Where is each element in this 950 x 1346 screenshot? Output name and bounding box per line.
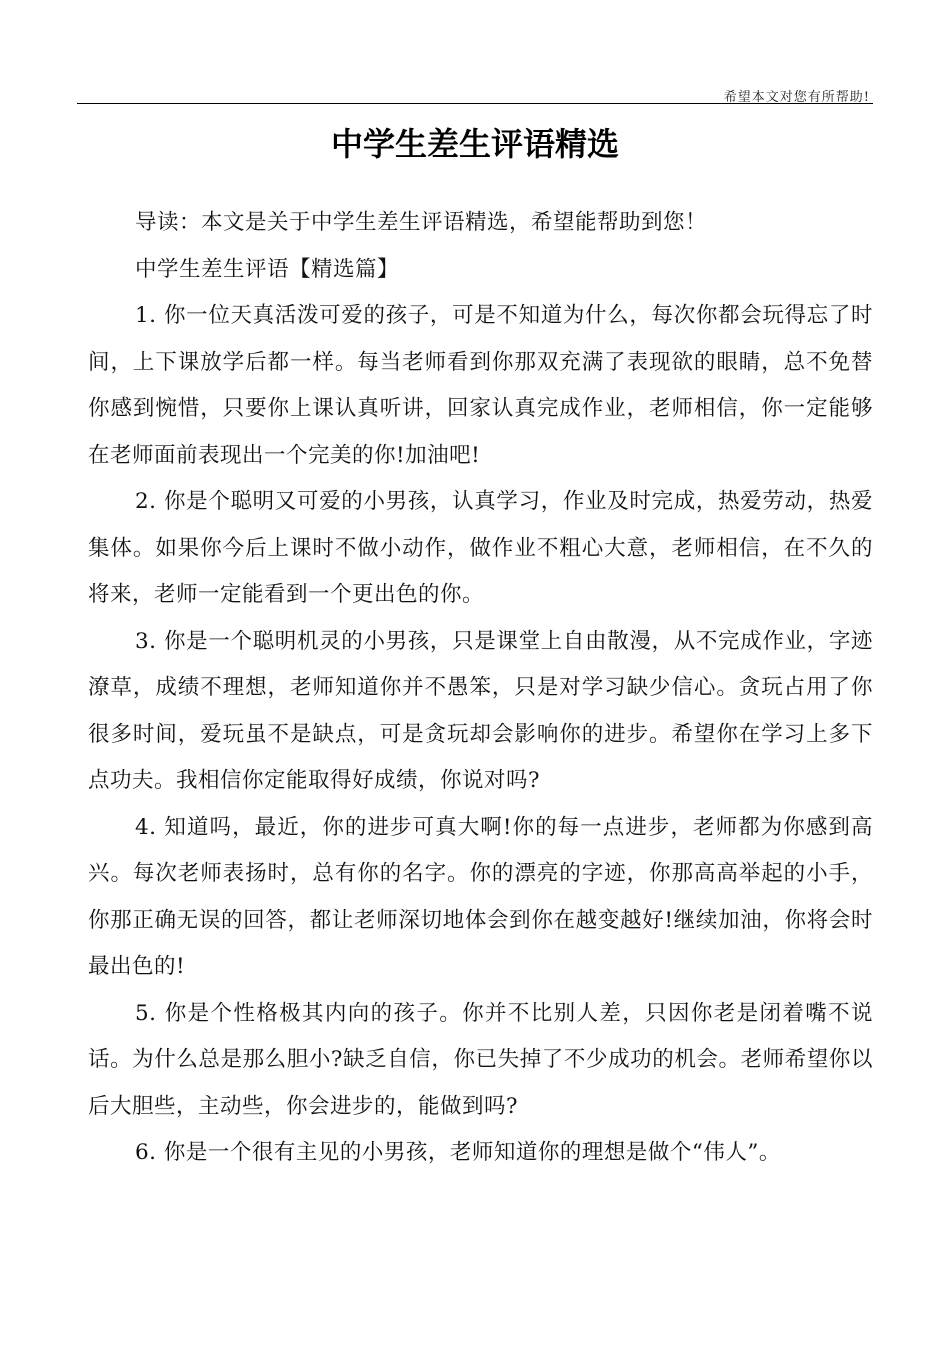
comment-item-5: 5. 你是个性格极其内向的孩子。你并不比别人差，只因你老是闭着嘴不说话。为什么总是那么胆小?缺乏自信，你已失掉了不少成功的机会。老师希望你以后大胆些，主动些，你会进步的，能做到吗?: [88, 1000, 873, 1119]
comment-item-4: 4. 知道吗，最近，你的进步可真大啊!你的每一点进步，老师都为你感到高兴。每次老师表扬时，总有你的名字。你的漂亮的字迹，你那高高举起的小手，你那正确无误的回答，都让老师深切地体会到你在越变越好!继续加油，你将会时最出色的!: [88, 814, 873, 979]
header-note: 希望本文对您有所帮助!: [723, 90, 870, 105]
document-body: [88, 200, 873, 1177]
comment-item-3: 3. 你是一个聪明机灵的小男孩，只是课堂上自由散漫，从不完成作业，字迹潦草，成绩不理想，老师知道你并不愚笨，只是对学习缺少信心。贪玩占用了你很多时间，爱玩虽不是缺点，可是贪玩却会影响你的进步。希望你在学习上多下点功夫。我相信你定能取得好成绩，你说对吗?: [88, 628, 873, 793]
document-title: 中学生差生评语精选: [330, 125, 619, 163]
comment-item-6: 6. 你是一个很有主见的小男孩，老师知道你的理想是做个“伟人”。: [135, 1140, 781, 1165]
comment-item-1: 1. 你一位天真活泼可爱的孩子，可是不知道为什么，每次你都会玩得忘了时间，上下课放学后都一样。每当老师看到你那双充满了表现欲的眼睛，总不免替你感到惋惜，只要你上课认真听讲，回家认真完成作业，老师相信，你一定能够在老师面前表现出一个完美的你!加油吧!: [88, 303, 873, 468]
intro-paragraph: 导读：本文是关于中学生差生评语精选，希望能帮助到您！: [135, 210, 708, 235]
comment-item-2: 2. 你是个聪明又可爱的小男孩，认真学习，作业及时完成，热爱劳动，热爱集体。如果你今后上课时不做小动作，做作业不粗心大意，老师相信，在不久的将来，老师一定能看到一个更出色的你。: [88, 489, 873, 607]
header-divider: [77, 103, 873, 104]
section-heading: 中学生差生评语【精选篇】: [135, 256, 400, 282]
